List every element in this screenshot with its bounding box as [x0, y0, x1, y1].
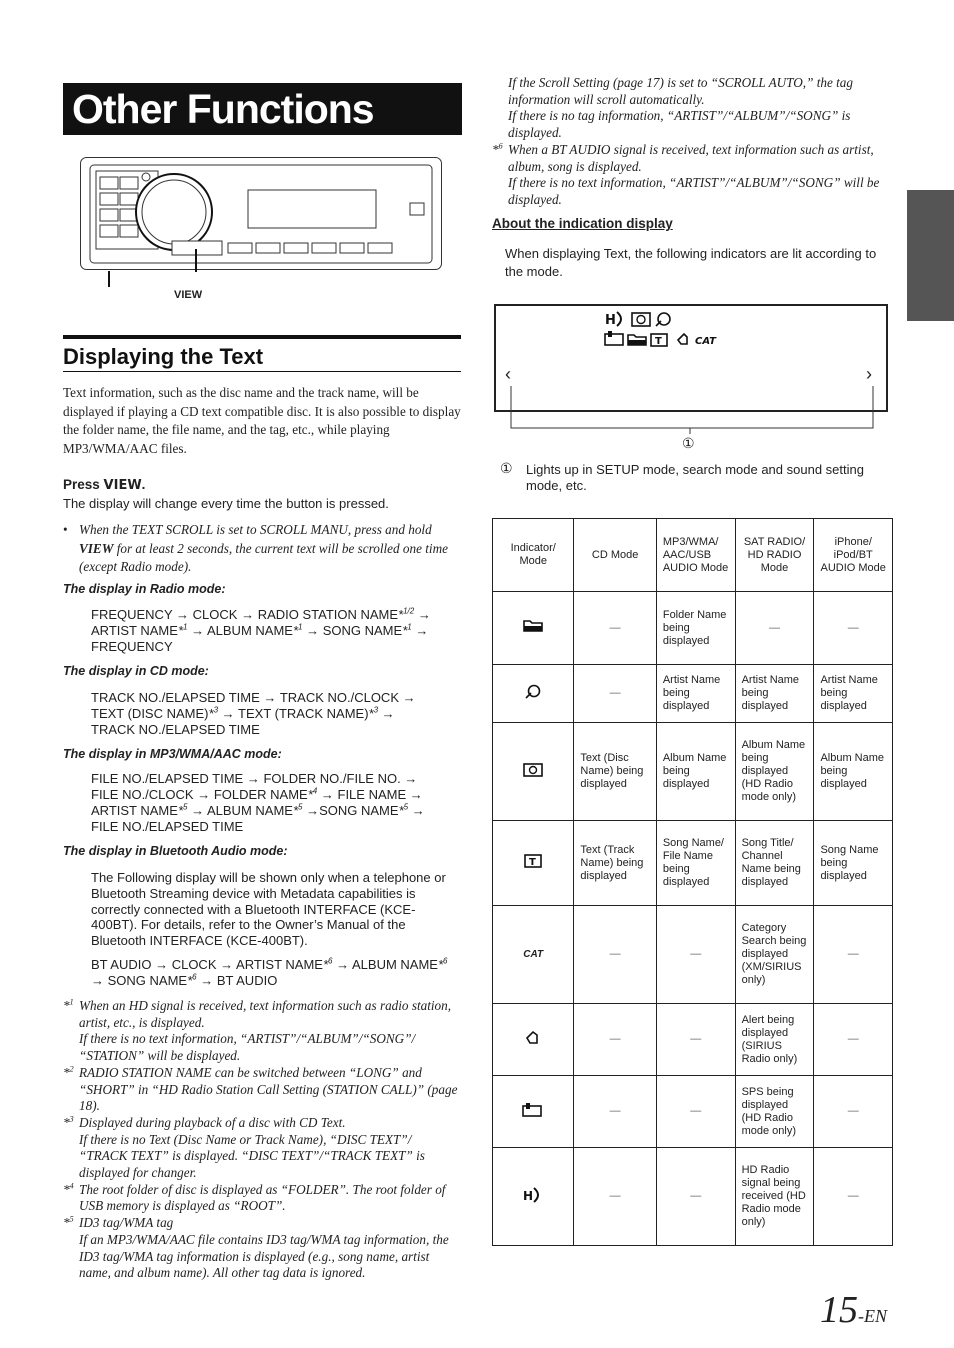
footnote-2: *$^2$ RADIO STATION NAME can be switched between “LONG” and “SHORT” in “HD Radio Station Call Setting (STATION CALL)” (page 18).	[63, 1064, 458, 1114]
footnote-1: *$^1$ When an HD signal is received, text information such as radio station, artist, etc., is displayed. If there is no text information, “ARTIST”/“ALBUM”/“SONG”/ “STATION” will be displayed.	[63, 997, 452, 1064]
svg-text:T: T	[655, 336, 662, 347]
view-callout-line	[108, 271, 110, 287]
intro-paragraph: Text information, such as the disc name and the track name, will be displayed if playing a CD text compatible disc. It is also possible to display the folder name, the file name, and the tag, etc., while playing MP3/WMA/AAC files.	[63, 385, 461, 456]
folder-icon	[522, 619, 544, 633]
svg-text:H: H	[605, 313, 616, 328]
table-row: CAT — — Category Search being displayed (XM/SIRIUS only) —	[493, 906, 893, 1004]
svg-text:T: T	[529, 857, 537, 868]
table-header: Indicator/ Mode	[493, 519, 574, 592]
callout-number: ①	[682, 435, 695, 451]
footnotes-left	[63, 998, 461, 1282]
table-row: — Folder Name being displayed — —	[493, 592, 893, 665]
mp3-mode-sequence: FILE NO./ELAPSED TIME → FOLDER NO./FILE NO. → FILE NO./CLOCK → FOLDER NAME*$^4$ → FILE NAME → ARTIST NAME*$^5$ → ALBUM NAME*$^5$ →SONG NAME*$^5$ → FILE NO./ELAPSED TIME	[91, 771, 425, 834]
alert-icon	[678, 334, 687, 344]
scroll-manu-note: When the TEXT SCROLL is set to SCROLL MANU, press and hold VIEW for at least 2 seconds, the current text will be scrolled one time (except Radio mode).	[79, 522, 448, 574]
press-view-instruction: Press VIEW.	[63, 477, 146, 493]
view-button-label: VIEW	[174, 289, 203, 301]
table-row: — — Alert being displayed (SIRIUS Radio only) —	[493, 1004, 893, 1076]
footnotes-right	[492, 75, 892, 209]
alert-icon	[524, 1030, 542, 1046]
indication-heading: About the indication display	[492, 216, 673, 231]
head-unit-illustration	[80, 157, 442, 272]
sps-icon-cell	[493, 1076, 574, 1148]
right-chevron-icon: ›	[866, 364, 872, 384]
table-row: — Artist Name being displayed Artist Name being displayed Artist Name being displayed	[493, 665, 893, 723]
mp3-mode-heading: The display in MP3/WMA/AAC mode:	[63, 747, 282, 761]
hd-icon	[605, 312, 621, 328]
bullet-mark: •	[63, 522, 68, 537]
radio-mode-heading: The display in Radio mode:	[63, 582, 226, 596]
song-icon	[523, 853, 543, 869]
footnote-3: *$^3$ Displayed during playback of a disc with CD Text. If there is no Text (Disc Name or Track Name), “DISC TEXT”/ “TRACK TEXT” is displayed. “DISC TEXT”/“TRACK TEXT” is displayed for changer.	[63, 1114, 425, 1181]
song-icon-cell	[493, 821, 574, 906]
alert-icon-cell	[493, 1004, 574, 1076]
bt-mode-sequence: BT AUDIO → CLOCK → ARTIST NAME*$^6$ → ALBUM NAME*$^6$ → SONG NAME*$^6$ → BT AUDIO	[91, 956, 448, 988]
table-row: — — SPS being displayed (HD Radio mode only) —	[493, 1076, 893, 1148]
bt-mode-heading: The display in Bluetooth Audio mode:	[63, 844, 288, 858]
category-icon: CAT	[493, 906, 574, 1004]
table-header: CD Mode	[574, 519, 656, 592]
artist-icon	[656, 313, 670, 326]
artist-icon-cell	[493, 665, 574, 723]
table-row: T Text (Track Name) being displayed Song Name/ File Name being displayed Song Title/ Channel Name being displayed Song Name being displayed	[493, 821, 893, 906]
category-icon: CAT	[695, 336, 716, 347]
radio-mode-sequence: FREQUENCY → CLOCK → RADIO STATION NAME*$^{1/2}$ → ARTIST NAME*$^1$ → ALBUM NAME*$^1$ → SONG NAME*$^1$ → FREQUENCY	[91, 606, 431, 654]
folder-icon-cell	[493, 592, 574, 665]
svg-text:H: H	[523, 1188, 534, 1203]
hd-icon	[522, 1186, 544, 1204]
sps-icon	[605, 331, 623, 345]
footnote-5: *$^5$ ID3 tag/WMA tag If an MP3/WMA/AAC file contains ID3 tag/WMA tag information, the ID3 tag/WMA tag information is displayed (e.g., song name, artist name, and album name). All other tag data is ignored.	[63, 1214, 449, 1281]
album-icon-cell	[493, 723, 574, 821]
bt-mode-description: The Following display will be shown only when a telephone or Bluetooth Streaming device with Metadata capabilities is correctly connected with a Bluetooth INTERFACE (KCE-400BT). For details, refer to the Owner’s Manual of the Bluetooth INTERFACE (KCE-400BT).	[91, 870, 446, 949]
callout-number-legend: ①	[500, 460, 513, 476]
album-icon	[632, 313, 650, 326]
table-header: MP3/WMA/ AAC/USB AUDIO Mode	[656, 519, 735, 592]
page-number: 15-EN	[820, 1289, 887, 1331]
table-header: SAT RADIO/ HD RADIO Mode	[735, 519, 814, 592]
footnote-5-continued: If the Scroll Setting (page 17) is set to “SCROLL AUTO,” the tag information will scroll automatically. If there is no tag information, “ARTIST”/“ALBUM”/“SONG” is displayed.	[508, 75, 853, 141]
side-tab	[907, 190, 954, 321]
sps-icon	[521, 1102, 545, 1118]
song-icon	[651, 334, 667, 347]
cd-mode-heading: The display in CD mode:	[63, 664, 209, 678]
indicator-table	[492, 518, 893, 1246]
hd-icon-cell	[493, 1148, 574, 1246]
left-chevron-icon: ‹	[505, 364, 511, 384]
table-header: iPhone/ iPod/BT AUDIO Mode	[814, 519, 893, 592]
table-row: Text (Disc Name) being displayed Album Name being displayed Album Name being displayed (HD Radio mode only) Album Name being displayed	[493, 723, 893, 821]
table-row: H — — HD Radio signal being received (HD Radio mode only) —	[493, 1148, 893, 1246]
section-title: Displaying the Text	[63, 335, 461, 372]
footnote-4: *$^4$ The root folder of disc is displayed as “FOLDER”. The root folder of USB memory is displayed as “ROOT”.	[63, 1181, 446, 1214]
footnote-6: *$^6$ When a BT AUDIO signal is received, text information such as artist, album, song is displayed. If there is no text information, “ARTIST”/“ALBUM”/“SONG” will be displayed.	[492, 141, 880, 207]
table-header-row	[493, 519, 893, 592]
page-title: Other Functions	[63, 83, 462, 135]
folder-icon	[628, 335, 646, 345]
indication-description: When displaying Text, the following indicators are lit according to the mode.	[505, 246, 877, 279]
press-view-description: The display will change every time the button is pressed.	[63, 496, 389, 511]
album-icon	[522, 762, 544, 778]
callout-description: Lights up in SETUP mode, search mode and sound setting mode, etc.	[526, 462, 864, 493]
cd-mode-sequence: TRACK NO./ELAPSED TIME → TRACK NO./CLOCK → TEXT (DISC NAME)*$^3$ → TEXT (TRACK NAME)*$^3$ → TRACK NO./ELAPSED TIME	[91, 690, 416, 737]
indicator-icons	[603, 309, 733, 347]
artist-icon	[524, 684, 542, 700]
